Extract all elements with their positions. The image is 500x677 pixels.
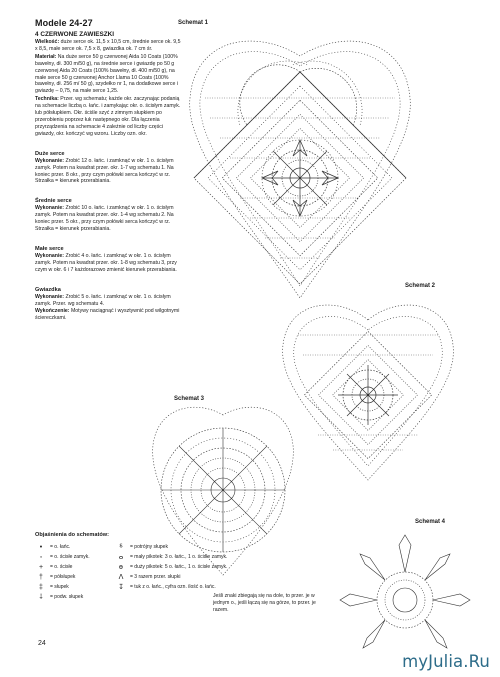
section-label: Wykonanie: bbox=[35, 157, 65, 164]
legend-symbol: ↧ bbox=[118, 584, 124, 591]
legend-symbol: ◦ bbox=[39, 553, 43, 561]
legend-column-left bbox=[35, 542, 90, 602]
finishing-text: Motywy naciągnąć i wysztywnić pod wilgotnymi ściereczkami. bbox=[35, 308, 180, 322]
schemat-1-diagram bbox=[165, 28, 435, 318]
legend-symbol: ɵ bbox=[119, 563, 123, 571]
section-title-star: Gwiazdka bbox=[35, 286, 61, 293]
legend-desc: = 3 razem przer. słupki bbox=[130, 574, 181, 580]
legend-item bbox=[35, 592, 90, 602]
finishing-label: Wykończenie: bbox=[35, 308, 70, 315]
schemat-4-diagram bbox=[315, 525, 495, 655]
section-body-medium-heart bbox=[35, 205, 183, 233]
legend-desc: = o. ścisłe zamyk. bbox=[50, 554, 90, 560]
text-column bbox=[35, 18, 183, 322]
material-paragraph bbox=[35, 54, 183, 95]
section-label: Wykonanie: bbox=[35, 252, 65, 259]
legend-desc: = półsłupek bbox=[50, 574, 76, 580]
section-text: Zrobić 10 o. łańc. i zamknąć w okr. 1 o. ścisłym zamyk. Potem na kwadrat przer. okr. 1-4 wg schematu 2. Na koniec przer. 5 okr., przy czym połówki serca kończyć w rz. Strzałka = kierunek przerabiania. bbox=[35, 205, 174, 233]
size-text: duże serce ok. 11,5 x 10,5 cm, średnie serce ok. 9,5 x 8,5, małe serce ok. 7,5 x 8, gwiazdka ok. 7 cm śr. bbox=[35, 39, 181, 52]
section-text: Zrobić 4 o. łańc. i zamknąć w okr. 1 o. ścisłym zamyk. Potem na kwadrat przer. okr. 1-8 wg schematu 3, przy czym w okr. 6 i 7 każdorazowo zmienić kierunek przerabiania. bbox=[35, 252, 177, 273]
schemat-3-label: Schemat 3 bbox=[174, 396, 205, 402]
section-label: Wykonanie: bbox=[35, 293, 65, 300]
size-paragraph bbox=[35, 39, 183, 53]
legend-desc: = potrójny słupek bbox=[130, 544, 168, 550]
legend-symbol: • bbox=[39, 543, 43, 551]
section-body-large-heart bbox=[35, 158, 183, 186]
legend-desc: = o. ścisłe bbox=[50, 564, 73, 570]
legend-column-right bbox=[115, 542, 227, 592]
page-number: 24 bbox=[38, 640, 46, 647]
legend-symbol: ⸸ bbox=[39, 593, 43, 601]
legend-item bbox=[35, 562, 90, 572]
section-title-small-heart: Małe serce bbox=[35, 245, 64, 252]
legend-desc: = mały pikotek: 3 o. łańc., 1 o. ścisłe zamyk. bbox=[130, 554, 228, 560]
legend-desc: = tuk z o. łańc., cyfra ozn. ilość o. łańc. bbox=[130, 584, 216, 590]
schemat-2-label: Schemat 2 bbox=[405, 283, 436, 289]
legend-symbol: ⸹ bbox=[119, 543, 123, 551]
legend-item bbox=[115, 572, 227, 582]
legend bbox=[35, 532, 228, 601]
section-title-large-heart: Duże serce bbox=[35, 150, 65, 157]
legend-desc: = o. łańc. bbox=[50, 544, 71, 550]
legend-item bbox=[115, 552, 227, 562]
legend-desc: = podw. słupek bbox=[50, 594, 84, 600]
schemat-4-label: Schemat 4 bbox=[415, 519, 446, 525]
technique-text: Przer. wg schematu; każde okr. zaczynając podanią na schemacie liczbą o. łańc. i zamykając okr. o. ścisłym zamyk. lub półsłupkiem. Okr. ściśle szyć z zimnym słupkiem po przerobieniu poprzez łuk następnego okr. Dla łączenia przyrządzenia na schemacie 4 zależnie od liczby części gwiazdy, okr. kończyć wg wzoru. Liczby ozn. okr. bbox=[35, 96, 181, 137]
legend-item bbox=[35, 572, 90, 582]
size-label: Wielkość: bbox=[35, 39, 60, 45]
legend-desc: = słupek bbox=[50, 584, 69, 590]
legend-item bbox=[115, 562, 227, 572]
section-title-medium-heart: Średnie serce bbox=[35, 198, 72, 205]
legend-desc: = duży pikotek: 5 o. łańc., 1 o. ścisłe zamyk. bbox=[130, 564, 228, 570]
schemat-1-label: Schemat 1 bbox=[178, 20, 209, 26]
section-body-star bbox=[35, 294, 183, 308]
legend-item bbox=[35, 542, 90, 552]
legend-symbol: † bbox=[39, 573, 43, 581]
legend-item bbox=[35, 582, 90, 592]
legend-symbol: ⴰ bbox=[118, 554, 124, 561]
section-label: Wykonanie: bbox=[35, 205, 65, 212]
legend-symbol: ⴷ bbox=[118, 574, 124, 581]
legend-title: Objaśnienia do schematów: bbox=[35, 532, 109, 538]
section-body-small-heart bbox=[35, 253, 183, 274]
finishing-paragraph bbox=[35, 308, 183, 322]
technique-paragraph bbox=[35, 96, 183, 137]
section-text: Zrobić 5 o. łańc. i zamknąć w okr. 1 o. ścisłym zamyk. Przer. wg schematu 4. bbox=[35, 293, 171, 307]
material-text: Na duże serce 50 g czerwonej Aida 10 Coats (100% bawełny, dł. 300 m/50 g), na średnie serce i gwiazdę po 50 g czerwonej Aida 20 Coats (100% bawełny, dł. 400 m/50 g), na małe serce 50 g czerwonej Anchor Llama 10 Coats (100% bawełny, dł. 256 m/ 50 g), szydełko nr 1, na dodatkowe serce i gwiazdę – 0,75, na małe serce 1,25. bbox=[35, 53, 178, 95]
model-title: Modele 24-27 bbox=[35, 18, 93, 28]
technique-label: Technika: bbox=[35, 96, 59, 103]
legend-symbol: ‡ bbox=[39, 583, 43, 591]
legend-item bbox=[115, 542, 227, 552]
legend-item bbox=[115, 582, 227, 592]
material-label: Materiał: bbox=[35, 53, 57, 60]
stitch-note: Jeśli znaki zbiegają się na dole, to przer. je w jednym o., jeśli łączą się na górze, to przer. je razem. bbox=[213, 593, 316, 613]
pattern-subtitle: 4 CZERWONE ZAWIESZKI bbox=[35, 31, 115, 38]
brand-watermark: myJulia.Ru bbox=[402, 652, 490, 671]
legend-item bbox=[35, 552, 90, 562]
section-text: Zrobić 12 o. łańc. i zamknąć w okr. 1 o. ścisłym zamyk. Potem na kwadrat przer. okr. 1-7 wg schematu 1. Na koniec przer. 8 okr., przy czym połówki serca kończyć w rz. Strzałka = kierunek przerabiania. bbox=[35, 157, 174, 185]
legend-symbol: + bbox=[38, 563, 44, 571]
